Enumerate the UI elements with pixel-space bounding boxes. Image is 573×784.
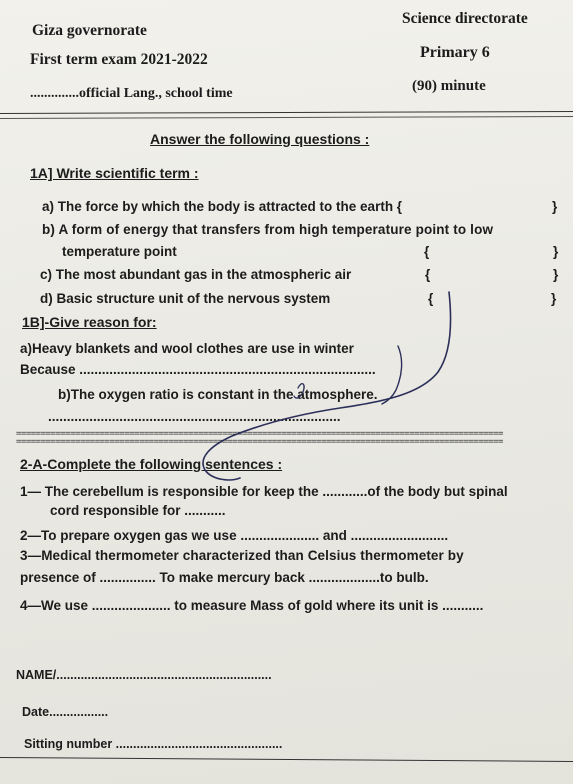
term-b-close-brace: }	[553, 244, 559, 259]
header-duration: (90) minute	[412, 78, 486, 94]
term-b-text-cont: temperature point	[62, 244, 177, 259]
term-d-close-brace: }	[551, 291, 557, 306]
term-b-text: b) A form of energy that transfers from high temperature point to low	[42, 222, 494, 237]
complete-q4: 4—We use ..................... to measure Mass of gold where its unit is ...........	[20, 598, 484, 613]
term-a-close-brace: }	[552, 199, 558, 214]
term-c-close-brace: }	[553, 267, 559, 282]
header-governorate: Giza governorate	[32, 22, 147, 39]
pen-stroke-tick	[294, 384, 304, 398]
pen-stroke-curve	[203, 292, 451, 480]
section-divider-2: ===================================================================================================	[16, 437, 503, 447]
term-c-open-brace: {	[425, 267, 431, 282]
instructions-title: Answer the following questions :	[150, 131, 370, 147]
reason-b-line: ..............................................................................	[48, 409, 341, 424]
header-directorate: Science directorate	[402, 10, 528, 27]
section-1b-title: 1B]-Give reason for:	[22, 314, 157, 330]
complete-q1-line1: 1— The cerebellum is responsible for keep the ............of the body but spinal	[20, 484, 508, 499]
complete-q3-line1: 3—Medical thermometer characterized than Celsius thermometer by	[20, 548, 464, 563]
term-d-open-brace: {	[428, 291, 434, 306]
footer-date: Date.................	[22, 705, 109, 719]
header-school-time: ..............official Lang., school time	[30, 86, 233, 101]
reason-b-text: b)The oxygen ratio is constant in the atmosphere.	[58, 387, 378, 402]
term-a-text: a) The force by which the body is attracted to the earth {	[42, 199, 403, 214]
reason-a-because: Because ...............................................................................	[20, 362, 376, 377]
footer-name: NAME/..............................................................	[16, 668, 272, 682]
term-c-text: c) The most abundant gas in the atmospheric air	[40, 267, 352, 282]
complete-q1-line2: cord responsible for ...........	[50, 503, 226, 518]
header-grade: Primary 6	[420, 44, 490, 61]
section-2a-title: 2-A-Complete the following sentences :	[20, 456, 283, 472]
header-exam-term: First term exam 2021-2022	[30, 51, 208, 68]
section-divider: ===================================================================================================	[16, 429, 503, 439]
complete-q3-line2: presence of ............... To make mercury back ...................to bulb.	[20, 570, 429, 585]
term-b-open-brace: {	[424, 244, 430, 259]
complete-q2: 2—To prepare oxygen gas we use ..................... and ..........................	[20, 528, 449, 543]
term-d-text: d) Basic structure unit of the nervous system	[40, 291, 331, 306]
footer-sitting-number: Sitting number ................................................	[24, 737, 283, 751]
reason-a-text: a)Heavy blankets and wool clothes are use in winter	[20, 341, 354, 356]
section-1a-title: 1A] Write scientific term :	[30, 165, 199, 181]
